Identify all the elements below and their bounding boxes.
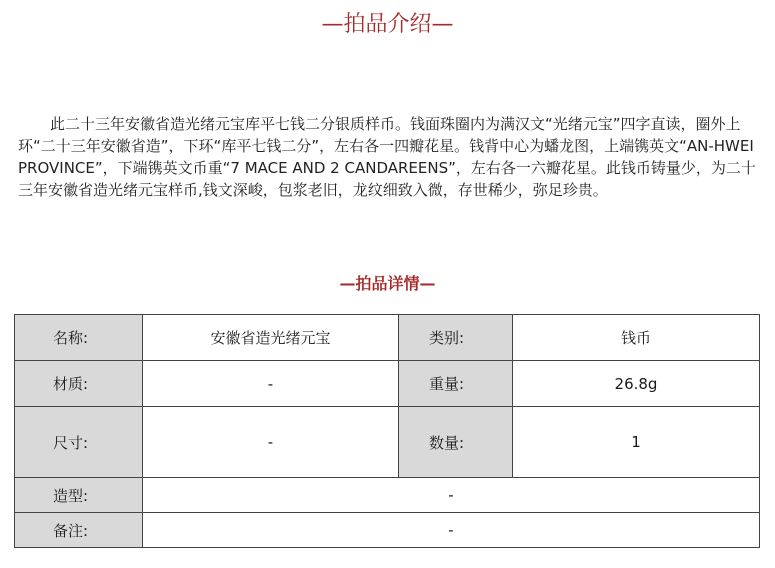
table-row <box>15 315 760 361</box>
material-value: - <box>143 361 399 407</box>
category-value: 钱币 <box>513 315 760 361</box>
weight-value: 26.8g <box>513 361 760 407</box>
shape-value: - <box>143 478 760 513</box>
weight-label: 重量: <box>399 361 513 407</box>
table-row <box>15 361 760 407</box>
name-label: 名称: <box>15 315 143 361</box>
material-label: 材质: <box>15 361 143 407</box>
quantity-label: 数量: <box>399 407 513 478</box>
item-description: 此二十三年安徽省造光绪元宝库平七钱二分银质样币。钱面珠圈内为满汉文“光绪元宝”四字直读，圈外上环“二十三年安徽省造”，下环“库平七钱二分”，左右各一四瓣花星。钱背中心为蟠龙图，上端镌英文“AN-HWEI PROVINCE”，下端镌英文币重“7 MACE AND 2 CANDAREENS”，左右各一六瓣花星。此钱币铸量少，为二十三年安徽省造光绪元宝样币,钱文深峻，包浆老旧，龙纹细致入微，存世稀少，弥足珍贵。 <box>18 115 756 199</box>
table-row <box>15 513 760 548</box>
size-label: 尺寸: <box>15 407 143 478</box>
section-title-details: —拍品详情— <box>339 274 436 293</box>
note-value: - <box>143 513 760 548</box>
details-table <box>14 314 760 548</box>
section-title-intro: —拍品介绍— <box>321 12 454 37</box>
table-row <box>15 478 760 513</box>
size-value: - <box>143 407 399 478</box>
quantity-value: 1 <box>513 407 760 478</box>
table-row <box>15 407 760 478</box>
note-label: 备注: <box>15 513 143 548</box>
name-value: 安徽省造光绪元宝 <box>143 315 399 361</box>
category-label: 类别: <box>399 315 513 361</box>
shape-label: 造型: <box>15 478 143 513</box>
